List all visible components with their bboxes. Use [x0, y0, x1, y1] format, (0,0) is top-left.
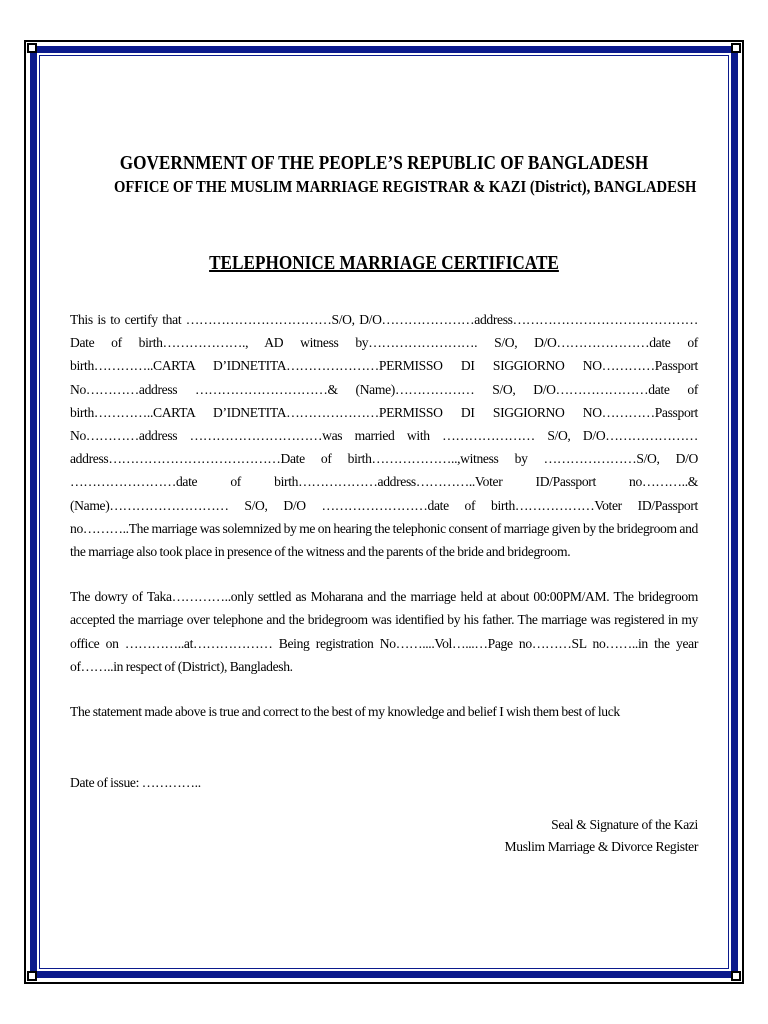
corner-ornament-bottom-right [731, 971, 741, 981]
signature-line-seal: Seal & Signature of the Kazi [551, 817, 698, 833]
corner-ornament-top-right [731, 43, 741, 53]
office-subheading: OFFICE OF THE MUSLIM MARRIAGE REGISTRAR & KAZI (District), BANGLADESH [113, 177, 697, 196]
corner-ornament-top-left [27, 43, 37, 53]
government-heading: GOVERNMENT OF THE PEOPLE’S REPUBLIC OF BANGLADESH [119, 152, 649, 174]
signature-block [70, 814, 698, 858]
certificate-title: TELEPHONICE MARRIAGE CERTIFICATE [209, 252, 559, 274]
dowry-paragraph: The dowry of Taka…………..only settled as Moharana and the marriage held at about 00:00PM/AM. The bridegroom accepted the marriage over telephone and the bridegroom was identified by his father. The marriage was registered in my office on …………..at……………… Being registration No……....Vol…...…Page no………SL no……..in the year of……..in respect of (District), Bangladesh. [70, 589, 698, 674]
certificate-body [70, 150, 698, 858]
corner-ornament-bottom-left [27, 971, 37, 981]
statement-paragraph: The statement made above is true and correct to the best of my knowledge and belief I wish them best of luck [70, 704, 620, 720]
signature-line-register: Muslim Marriage & Divorce Register [504, 839, 698, 855]
date-of-issue: Date of issue: ………….. [70, 775, 201, 791]
certification-paragraph: This is to certify that ……………………………S/O, D/O…………………address……………………………………Date of birth………………., AD witness by……………………. S/O, D/O…………………date of birth…………..CARTA D’IDNETITA…………………PERMISSO DI SIGGIORNO NO…………Passport No…………address …………………………& (Name)……………… S/O, D/O…………………date of birth…………..CARTA D’IDNETITA…………………PERMISSO DI SIGGIORNO NO…………Passport No…………address …………………………was married with ………………… S/O, D/O…………………address…………………………………Date of birth………………..,witness by …………………S/O, D/O ……………………date of birth………………address…………..Voter ID/Passport no………..& (Name)……………………… S/O, D/O ……………………date of birth………………Voter ID/Passport no………..The marriage was solemnized by me on hearing the telephonic consent of marriage given by the bridegroom and the marriage also took place in presence of the witness and the parents of the bride and bridegroom. [70, 312, 698, 560]
